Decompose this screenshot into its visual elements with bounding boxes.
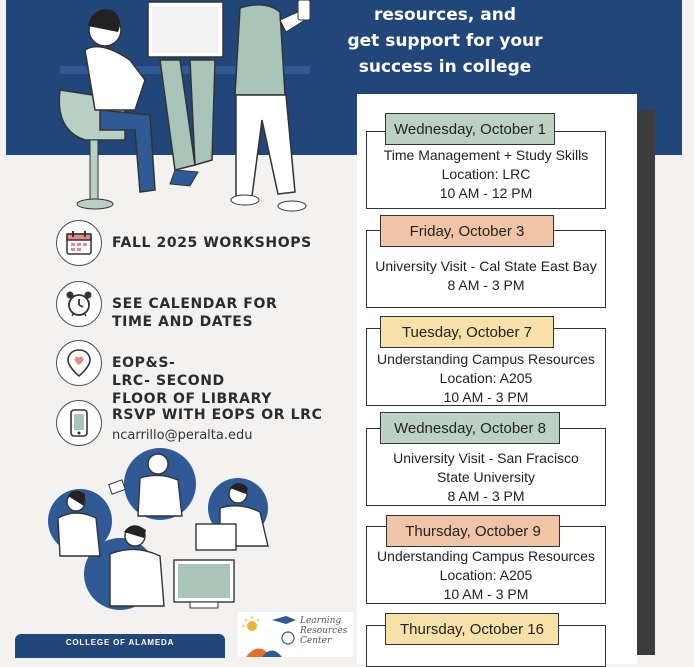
lrc-logo [238,612,353,657]
college-footer-bar: COLLEGE OF ALAMEDA [15,634,225,658]
rsvp-text [112,400,322,445]
location-row [56,340,272,408]
calendar-line-1: SEE CALENDAR FOR [112,296,278,312]
students-group-illustration [40,446,290,616]
event-3-date: Tuesday, October 7 [380,316,554,348]
location-line-3: FLOOR OF LIBRARY [112,391,272,407]
contact-email[interactable]: ncarrillo@peralta.edu [112,428,253,443]
calendar-icon [56,220,102,266]
calendar-line-2: TIME AND DATES [112,314,254,330]
event-5-date: Thursday, October 9 [386,515,560,547]
event-2-date: Friday, October 3 [380,215,554,247]
intro-line-3: success in college [358,57,532,77]
event-3-line-1: Understanding Campus Resources [377,351,595,367]
students-desk-illustration [40,0,340,220]
event-1-date: Wednesday, October 1 [385,113,555,145]
event-1-line-1: Time Management + Study Skills [383,147,589,163]
lrc-logo-text [300,616,347,646]
event-5-line-3: 10 AM - 3 PM [443,586,529,602]
intro-line-1: resources, and [373,5,517,25]
location-heart-icon [56,340,102,386]
rsvp-line: RSVP WITH EOPS OR LRC [112,407,323,423]
location-line-2: LRC- SECOND [112,373,225,389]
location-line-1: EOP&S- [112,355,176,371]
workshops-row [56,220,312,266]
rsvp-row [56,400,322,446]
event-1-line-2: Location: LRC [441,166,531,182]
event-2-line-1: University Visit - Cal State East Bay [375,258,597,274]
calendar-row [56,281,277,331]
event-4-line-3: 8 AM - 3 PM [447,488,525,504]
event-5-line-2: Location: A205 [439,567,533,583]
phone-icon [56,400,102,446]
location-text [112,340,272,408]
event-4-line-2: State University [436,469,536,485]
intro-text [330,2,560,80]
event-3-line-3: 10 AM - 3 PM [443,389,529,405]
lrc-line-3: Center [300,636,332,646]
lrc-line-1: Learning [300,616,342,626]
workshops-title: FALL 2025 WORKSHOPS [112,235,312,251]
event-4-date: Wednesday, October 8 [380,412,560,444]
lrc-logo-mark-icon [238,612,298,657]
event-4-line-1: University Visit - San Fracisco [393,450,579,466]
event-6-date: Thursday, October 16 [385,613,559,645]
panel-shadow [637,110,655,655]
intro-line-2: get support for your [347,31,543,51]
lrc-line-2: Resources [300,626,348,636]
event-1-line-3: 10 AM - 12 PM [439,185,533,201]
alarm-clock-icon [56,281,102,327]
event-3-line-2: Location: A205 [439,370,533,386]
calendar-note [112,281,277,331]
event-2-line-2: 8 AM - 3 PM [447,277,525,293]
event-5-line-1: Understanding Campus Resources [377,548,595,564]
